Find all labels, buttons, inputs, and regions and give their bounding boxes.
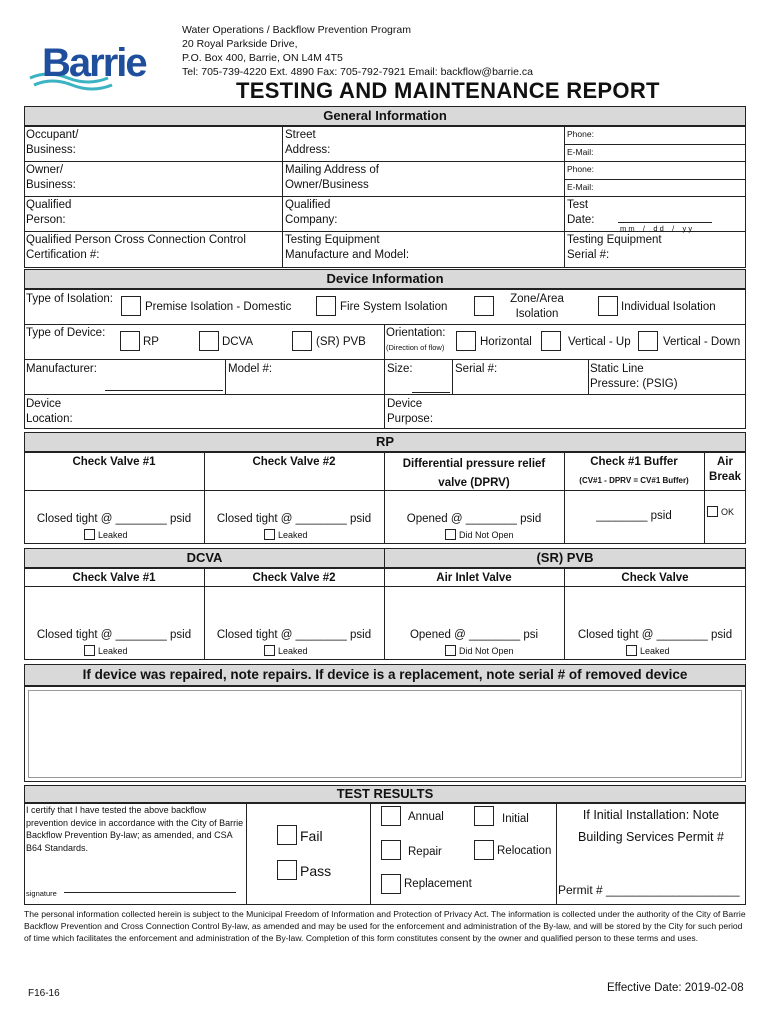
model-field[interactable]: Model #: [228, 363, 273, 375]
dcva-cv2-leaked-checkbox[interactable] [264, 645, 275, 656]
permit-field[interactable]: Permit # ____________________ [558, 883, 740, 897]
dcva-cv2-header: Check Valve #2 [252, 572, 336, 584]
serial-field[interactable]: Serial #: [455, 363, 498, 375]
initial-checkbox[interactable] [474, 806, 494, 826]
horizontal-label: Horizontal [480, 336, 532, 348]
pvb-header: (SR) PVB [384, 548, 746, 568]
rp-cv1-leaked-label: Leaked [98, 530, 128, 540]
isolation-label: Type of Isolation: [26, 293, 113, 305]
dcva-checkbox[interactable] [199, 331, 219, 351]
qualified-person-field[interactable]: Qualified Person: [26, 199, 72, 226]
address-line: 20 Royal Parkside Drive, [182, 38, 298, 50]
permit-note-1: If Initial Installation: Note [582, 808, 720, 822]
initial-label: Initial [502, 813, 529, 825]
pvb-check-header: Check Valve [621, 572, 689, 584]
occupant-field[interactable]: Occupant/ Business: [26, 129, 79, 156]
premise-isolation-checkbox[interactable] [121, 296, 141, 316]
signature-field[interactable] [64, 874, 236, 892]
rp-dprv-didnot-label: Did Not Open [459, 530, 514, 540]
rp-dprv-header: Differential pressure relief valve (DPRV) [402, 458, 546, 489]
pvb-air-opened[interactable]: Opened @ ________ psi [409, 629, 539, 641]
device-location-field[interactable]: Device Location: [26, 398, 73, 425]
effective-date: Effective Date: 2019-02-08 [607, 982, 744, 994]
repair-label: Repair [408, 846, 442, 858]
annual-label: Annual [408, 811, 444, 823]
annual-checkbox[interactable] [381, 806, 401, 826]
dcva-cv1-leaked-label: Leaked [98, 646, 128, 656]
pvb-label: (SR) PVB [316, 336, 366, 348]
device-purpose-field[interactable]: Device Purpose: [387, 398, 434, 425]
zone-isolation-label: Zone/Area Isolation [510, 293, 564, 320]
repair-checkbox[interactable] [381, 840, 401, 860]
pvb-leaked-checkbox[interactable] [626, 645, 637, 656]
general-info-header: General Information [24, 106, 746, 126]
address-line: P.O. Box 400, Barrie, ON L4M 4T5 [182, 52, 343, 64]
repairs-header: If device was repaired, note repairs. If device is a replacement, note serial # of removed device [24, 664, 746, 686]
fire-isolation-label: Fire System Isolation [340, 301, 448, 313]
svg-text:Barrie: Barrie [42, 41, 146, 85]
rp-cv1-closed[interactable]: Closed tight @ ________ psid [36, 513, 192, 525]
rp-cv2-leaked-label: Leaked [278, 530, 308, 540]
manufacturer-field[interactable]: Manufacturer: [26, 363, 97, 375]
premise-isolation-label: Premise Isolation - Domestic [145, 301, 292, 313]
vertical-down-checkbox[interactable] [638, 331, 658, 351]
pvb-check-closed[interactable]: Closed tight @ ________ psid [577, 629, 733, 641]
replacement-label: Replacement [404, 878, 472, 890]
barrie-logo [28, 34, 173, 94]
rp-dprv-opened[interactable]: Opened @ ________ psid [406, 513, 542, 525]
address-line: Water Operations / Backflow Prevention Program [182, 24, 411, 36]
qualified-company-field[interactable]: Qualified Company: [285, 199, 338, 226]
rp-buffer-header: Check #1 Buffer [590, 456, 678, 468]
pvb-air-header: Air Inlet Valve [436, 572, 512, 584]
size-field[interactable]: Size: [387, 363, 413, 375]
rp-cv2-header: Check Valve #2 [252, 456, 336, 468]
page-title: TESTING AND MAINTENANCE REPORT [236, 78, 660, 103]
address-line: Tel: 705-739-4220 Ext. 4890 Fax: 705-792-7921 Email: backflow@barrie.ca [182, 66, 533, 78]
signature-label: signature [26, 889, 57, 898]
device-info-header: Device Information [24, 269, 746, 289]
vertical-up-label: Vertical - Up [568, 336, 631, 348]
rp-cv1-header: Check Valve #1 [72, 456, 156, 468]
zone-isolation-checkbox[interactable] [474, 296, 494, 316]
rp-label: RP [143, 336, 159, 348]
permit-note-2: Building Services Permit # [578, 830, 724, 844]
date-format: m m / d d / y y [620, 224, 693, 233]
rp-dprv-didnot-checkbox[interactable] [445, 529, 456, 540]
pvb-checkbox[interactable] [292, 331, 312, 351]
fire-isolation-checkbox[interactable] [316, 296, 336, 316]
form-number: F16-16 [28, 988, 60, 999]
dcva-cv1-header: Check Valve #1 [72, 572, 156, 584]
orientation-sub: (Direction of flow) [386, 343, 445, 352]
orientation-label: Orientation: [386, 327, 446, 339]
dcva-cv1-leaked-checkbox[interactable] [84, 645, 95, 656]
individual-isolation-checkbox[interactable] [598, 296, 618, 316]
relocation-label: Relocation [497, 845, 552, 857]
replacement-checkbox[interactable] [381, 874, 401, 894]
email-field[interactable]: E-Mail: [567, 147, 594, 157]
pvb-didnot-checkbox[interactable] [445, 645, 456, 656]
fail-label: Fail [300, 828, 323, 844]
rp-buffer-sub: (CV#1 - DPRV = CV#1 Buffer) [579, 476, 689, 485]
dcva-label: DCVA [222, 336, 254, 348]
rp-checkbox[interactable] [120, 331, 140, 351]
pvb-didnot-label: Did Not Open [459, 646, 514, 656]
pvb-leaked-label: Leaked [640, 646, 670, 656]
equipment-field[interactable]: Testing Equipment Manufacture and Model: [285, 234, 410, 261]
phone-field[interactable]: Phone: [567, 129, 594, 139]
pass-label: Pass [300, 863, 332, 879]
dcva-cv2-leaked-label: Leaked [278, 646, 308, 656]
dcva-header: DCVA [24, 548, 385, 568]
dcva-cv1-closed[interactable]: Closed tight @ ________ psid [36, 629, 192, 641]
rp-buffer-value[interactable]: ________ psid [596, 510, 672, 522]
owner-field[interactable]: Owner/ Business: [26, 164, 76, 191]
static-pressure-field[interactable]: Static Line Pressure: (PSIG) [590, 363, 678, 390]
device-type-label: Type of Device: [26, 327, 106, 339]
street-field[interactable]: Street Address: [285, 129, 331, 156]
test-date-field[interactable]: Test Date: [567, 199, 595, 226]
fail-checkbox[interactable] [277, 825, 297, 845]
pass-checkbox[interactable] [277, 860, 297, 880]
certify-text: I certify that I have tested the above backflow prevention device in accordance with the City of Barrie Backflow Prevention By-law; as amended, and CSA B64 Standards. [26, 805, 244, 853]
test-results-header: TEST RESULTS [24, 785, 746, 803]
rp-air-header: Air Break [709, 456, 741, 483]
equipment-serial-field[interactable]: Testing Equipment Serial #: [567, 234, 662, 261]
horizontal-checkbox[interactable] [456, 331, 476, 351]
rp-header: RP [24, 432, 746, 452]
vertical-down-label: Vertical - Down [663, 336, 741, 348]
rp-cv1-leaked-checkbox[interactable] [84, 529, 95, 540]
address-block [182, 23, 533, 79]
mailing-field[interactable]: Mailing Address of Owner/Business [285, 164, 379, 191]
certification-field[interactable]: Qualified Person Cross Connection Control Certification #: [26, 234, 246, 261]
individual-isolation-label: Individual Isolation [621, 301, 716, 313]
rp-air-ok-checkbox[interactable] [707, 506, 718, 517]
relocation-checkbox[interactable] [474, 840, 494, 860]
privacy-notice: The personal information collected herein is subject to the Municipal Freedom of Information and Protection of Privacy Act. The information is collected under the authority of the City of Barrie Backflow Prevention and Cross Connection Control By-law, as amended and may be used for the enforcement and administration of the By-law, and will be stored by the City for such period of time which facilitates the enforcement and administration of the By-law. Completion of this form constitutes consent by the owner and qualified person to these terms and uses. [24, 909, 746, 943]
rp-air-ok-label: OK [721, 507, 735, 517]
vertical-up-checkbox[interactable] [541, 331, 561, 351]
rp-cv2-closed[interactable]: Closed tight @ ________ psid [216, 513, 372, 525]
owner-phone-field[interactable]: Phone: [567, 164, 594, 174]
dcva-cv2-closed[interactable]: Closed tight @ ________ psid [216, 629, 372, 641]
rp-cv2-leaked-checkbox[interactable] [264, 529, 275, 540]
owner-email-field[interactable]: E-Mail: [567, 182, 594, 192]
